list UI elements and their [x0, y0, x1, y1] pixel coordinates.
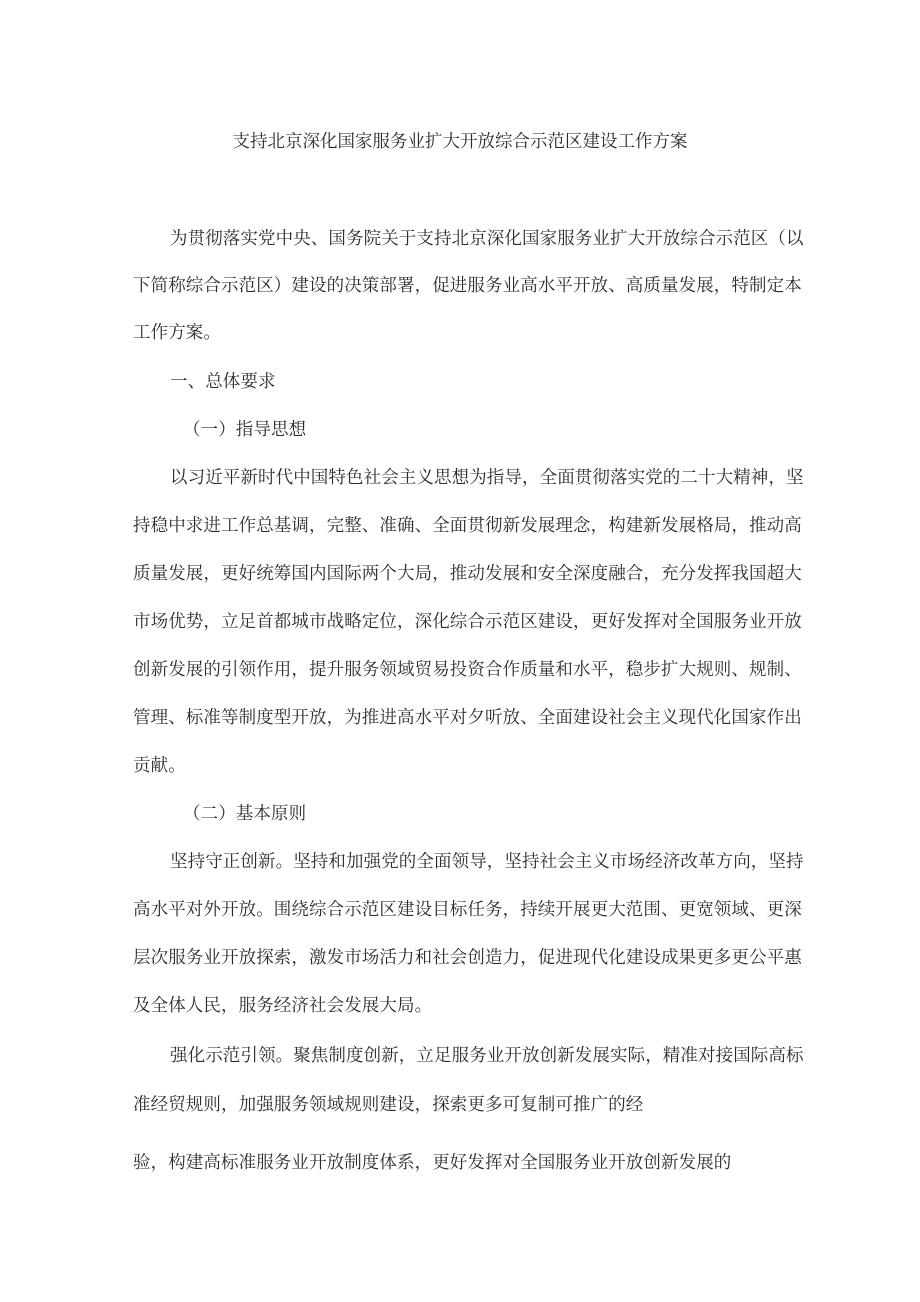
paragraph-line: 持稳中求进工作总基调，完整、准确、全面贯彻新发展理念，构建新发展格局，推动高	[133, 516, 802, 536]
paragraph-line: 及全体人民，服务经济社会发展大局。	[133, 996, 433, 1016]
paragraph-line: 管理、标准等制度型开放，为推进高水平对夕听放、全面建设社会主义现代化国家作出	[133, 708, 802, 728]
paragraph-line: 层次服务业开放探索，激发市场活力和社会创造力，促进现代化建设成果更多更公平惠	[133, 948, 802, 968]
paragraph-line: 贡献。	[133, 756, 186, 776]
paragraph-line: 准经贸规则，加强服务领域规则建设，探索更多可复制可推广的经	[133, 1095, 644, 1115]
paragraph-line: 高水平对外开放。围绕综合示范区建设目标任务，持续开展更大范围、更宽领域、更深	[133, 900, 802, 920]
document-title: 支持北京深化国家服务业扩大开放综合示范区建设工作方案	[232, 132, 688, 152]
paragraph-line: 工作方案。	[133, 323, 221, 343]
paragraph-line: 验，构建高标准服务业开放制度体系，更好发挥对全国服务业开放创新发展的	[133, 1153, 732, 1173]
paragraph-line: 质量发展，更好统筹国内国际两个大局，推动发展和安全深度融合，充分发挥我国超大	[133, 564, 802, 584]
section-heading: 一、总体要求	[170, 372, 276, 392]
paragraph-line: 市场优势，立足首都城市战略定位，深化综合示范区建设，更好发挥对全国服务业开放	[133, 612, 802, 632]
paragraph-line: 下简称综合示范区）建设的决策部署，促进服务业高水平开放、高质量发展，特制定本	[133, 276, 802, 296]
subsection-heading: （一）指导思想	[183, 420, 307, 440]
paragraph-line: 为贯彻落实党中央、国务院关于支持北京深化国家服务业扩大开放综合示范区（以	[170, 229, 804, 249]
paragraph-line: 创新发展的引领作用，提升服务领域贸易投资合作质量和水平，稳步扩大规则、规制、	[133, 660, 802, 680]
paragraph-line: 强化示范引领。聚焦制度创新，立足服务业开放创新发展实际，精准对接国际高标	[170, 1046, 804, 1066]
paragraph-line: 坚持守正创新。坚持和加强党的全面领导，坚持社会主义市场经济改革方向，坚持	[170, 852, 804, 872]
subsection-heading: （二）基本原则	[183, 804, 307, 824]
paragraph-line: 以习近平新时代中国特色社会主义思想为指导，全面贯彻落实党的二十大精神，坚	[170, 468, 804, 488]
